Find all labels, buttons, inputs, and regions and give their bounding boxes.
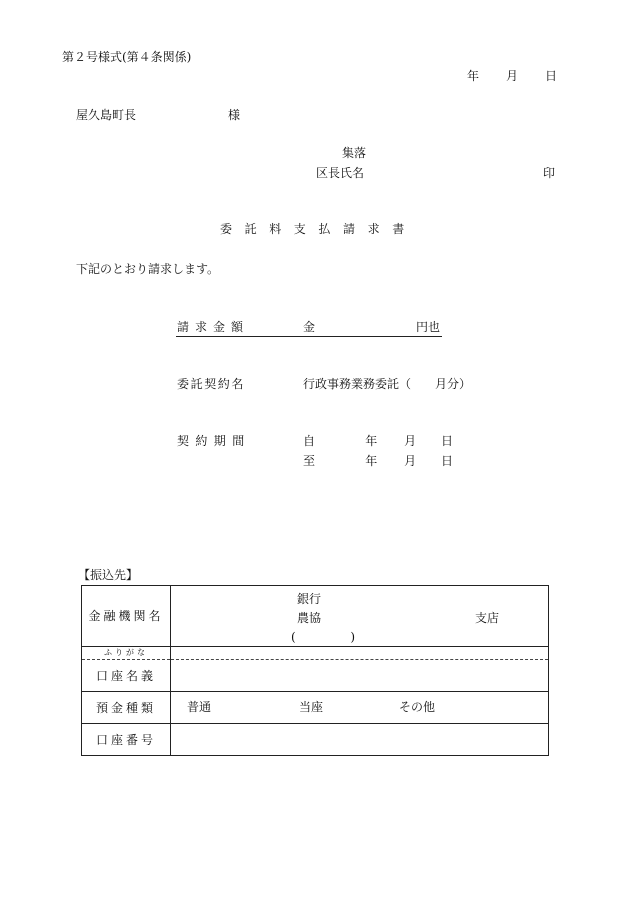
- paren-open: (: [291, 630, 296, 644]
- period-from-month: 月: [404, 434, 417, 448]
- period-to-year: 年: [365, 454, 378, 468]
- header-date-year: 年: [467, 69, 480, 83]
- form-number: 第２号様式(第４条関係): [62, 50, 192, 64]
- amount-label: 請求金額: [177, 320, 250, 334]
- period-from-label: 自: [303, 434, 316, 448]
- bank-suffix: 銀行: [297, 592, 322, 606]
- period-label: 契約期間: [177, 434, 251, 448]
- contract-label: 委託契約名: [177, 377, 246, 391]
- account-name-row: [82, 660, 549, 692]
- account-number-row: [82, 724, 549, 756]
- branch-suffix: 支店: [475, 611, 500, 625]
- representative-label: 区長氏名: [316, 166, 365, 180]
- period-to-label: 至: [303, 454, 316, 468]
- period-from-day: 日: [440, 434, 453, 448]
- amount-suffix: 円也: [416, 320, 441, 334]
- deposit-type-field: [171, 692, 549, 724]
- account-name-label: 口座名義: [82, 660, 171, 692]
- village-label: 集落: [342, 146, 367, 160]
- bank-table: [81, 585, 549, 756]
- deposit-type-label: 預金種類: [82, 692, 171, 724]
- deposit-option-current[interactable]: 当座: [299, 700, 324, 714]
- header-date: [467, 69, 557, 83]
- paren-close: ): [350, 630, 355, 644]
- header-date-month: 月: [505, 69, 518, 83]
- period-to-month: 月: [404, 454, 417, 468]
- account-number-field[interactable]: [171, 724, 549, 756]
- intro-text: 下記のとおり請求します。: [76, 262, 220, 276]
- deposit-option-other[interactable]: その他: [399, 700, 436, 714]
- seal-mark: 印: [543, 166, 556, 180]
- header-date-day: 日: [544, 69, 557, 83]
- institution-row: [82, 586, 549, 647]
- deposit-option-ordinary[interactable]: 普通: [187, 700, 212, 714]
- period-to-day: 日: [440, 454, 453, 468]
- amount-prefix: 金: [303, 320, 316, 334]
- period-to-row: [303, 454, 453, 468]
- furigana-row: [82, 647, 549, 660]
- amount-underline: [176, 336, 442, 337]
- coop-suffix: 農協: [297, 611, 322, 625]
- furigana-field[interactable]: [171, 647, 549, 660]
- account-number-label: 口座番号: [82, 724, 171, 756]
- bank-heading: 【振込先】: [78, 568, 139, 582]
- contract-value: 行政事務業務委託（ 月分）: [303, 377, 472, 391]
- addressee-name: 屋久島町長: [76, 108, 137, 122]
- institution-label: 金融機関名: [82, 586, 171, 647]
- account-name-field[interactable]: [171, 660, 549, 692]
- institution-field[interactable]: [171, 586, 549, 647]
- furigana-label: ふりがな: [82, 647, 171, 660]
- document-title: 委託料支払請求書: [220, 222, 417, 236]
- period-from-year: 年: [365, 434, 378, 448]
- institution-parens: [291, 630, 355, 644]
- period-from-row: [303, 434, 453, 448]
- addressee-honorific: 様: [228, 108, 241, 122]
- deposit-type-row: [82, 692, 549, 724]
